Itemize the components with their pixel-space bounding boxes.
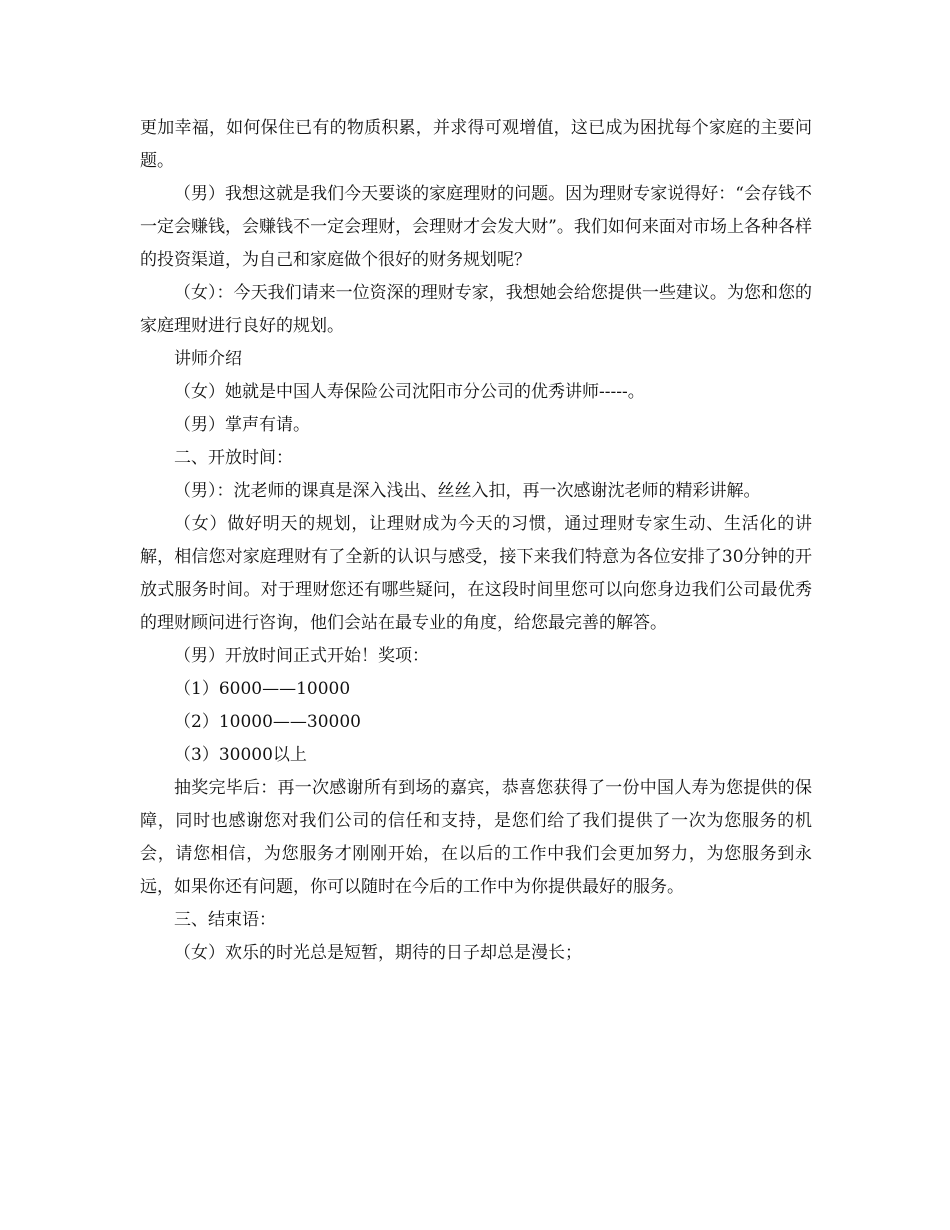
paragraph-after-lottery: 抽奖完毕后：再一次感谢所有到场的嘉宾，恭喜您获得了一份中国人寿为您提供的保障，同时也感谢您对我们公司的信任和支持，是您们给了我们提供了一次为您服务的机会，请您相信，为您服务才刚刚开始，在以后的工作中我们会更加努力，为您服务到永远，如果你还有问题，你可以随时在今后的工作中为你提供最好的服务。 <box>140 778 812 897</box>
paragraph-continuation: 更加幸福，如何保住已有的物质积累，并求得可观增值，这已成为困扰每个家庭的主要问题。 <box>140 118 812 171</box>
paragraph-lecturer-intro: （女）她就是中国人寿保险公司沈阳市分公司的优秀讲师-----。 <box>174 382 645 402</box>
paragraph-open-service: （女）做好明天的规划，让理财成为今天的习惯，通过理财专家生动、生活化的讲解，相信您对家庭理财有了全新的认识与感受，接下来我们特意为各位安排了30分钟的开放式服务时间。对于理财您还有哪些疑问，在这段时间里您可以向您身边我们公司最优秀的理财顾问进行咨询，他们会站在最专业的角度，给您最完善的解答。 <box>140 514 812 633</box>
list-item: （1）6000——10000 <box>174 679 351 699</box>
list-item: （3）30000以上 <box>174 745 307 765</box>
paragraph-male-intro: （男）我想这就是我们今天要谈的家庭理财的问题。因为理财专家说得好：“会存钱不一定会赚钱，会赚钱不一定会理财，会理财才会发大财”。我们如何来面对市场上各种各样的投资渠道，为自己和家庭做个很好的财务规划呢？ <box>140 184 812 270</box>
paragraph-closing-female: （女）欢乐的时光总是短暂，期待的日子却总是漫长； <box>174 943 582 963</box>
paragraph-thanks: （男）：沈老师的课真是深入浅出、丝丝入扣，再一次感谢沈老师的精彩讲解。 <box>174 481 761 501</box>
paragraph-prizes-start: （男）开放时间正式开始！奖项： <box>174 646 429 666</box>
section-heading-open-time: 二、开放时间： <box>174 448 293 468</box>
section-heading-closing: 三、结束语： <box>174 910 276 930</box>
paragraph-female-intro: （女）：今天我们请来一位资深的理财专家，我想她会给您提供一些建议。为您和您的家庭理财进行良好的规划。 <box>140 283 812 336</box>
document-body <box>140 112 812 970</box>
paragraph-applause: （男）掌声有请。 <box>174 415 310 435</box>
section-heading-lecturer: 讲师介绍 <box>174 349 242 369</box>
list-item: （2）10000——30000 <box>174 712 361 732</box>
